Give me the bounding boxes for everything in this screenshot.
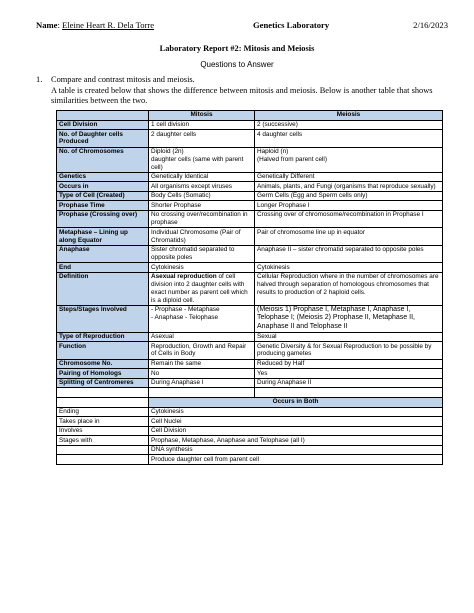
mitosis-cell: - Prophase - Metaphase - Anaphase - Telophase [149, 305, 255, 332]
meiosis-cell: 4 daughter cells [255, 130, 443, 147]
row-label: Type of Reproduction [57, 332, 149, 342]
both-row-value: Cell Division [149, 426, 443, 436]
both-row-value: Prophase, Metaphase, Anaphase and Telophase (all I) [149, 436, 443, 446]
both-row-value: Cytokinesis [149, 407, 443, 417]
both-row [57, 445, 443, 455]
table-row [57, 245, 443, 262]
mitosis-cell [149, 272, 255, 305]
spacer-row [57, 388, 443, 398]
report-date: 2/16/2023 [413, 20, 448, 30]
table-row [57, 305, 443, 332]
both-header: Occurs in Both [149, 397, 443, 407]
report-title: Laboratory Report #2: Mitosis and Meiosis [159, 44, 315, 53]
both-row-value: Produce daughter cell from parent cell [149, 455, 443, 465]
question-text: Compare and contrast mitosis and meiosis. [51, 75, 195, 84]
meiosis-cell: Germ Cells (Egg and Sperm cells only) [255, 191, 443, 201]
both-row [57, 426, 443, 436]
meiosis-cell: Yes [255, 369, 443, 379]
meiosis-cell: Genetically Different [255, 172, 443, 182]
mitosis-cell: Remain the same [149, 359, 255, 369]
student-name: Name: Eleine Heart R. Dela Torre [36, 20, 155, 30]
both-row-label: Stages with [57, 436, 149, 446]
both-row [57, 455, 443, 465]
table-row [57, 359, 443, 369]
meiosis-cell: Crossing over of chromosome/recombination in Prophase I [255, 211, 443, 228]
mitosis-cell: 1 cell division [149, 120, 255, 130]
both-row-label: Ending [57, 407, 149, 417]
table-header-row [57, 111, 443, 121]
meiosis-cell: Longer Prophase I [255, 201, 443, 211]
meiosis-cell: Cellular Reproduction where in the number of chromosomes are halved through separation of homologous chromosomes that results to production of 2 haploid cells. [255, 272, 443, 305]
both-row [57, 407, 443, 417]
table-row [57, 172, 443, 182]
both-row-value: DNA synthesis [149, 445, 443, 455]
table-row [57, 332, 443, 342]
row-label: Function [57, 342, 149, 359]
meiosis-cell: Animals, plants, and Fungi (organisms that reproduce sexually) [255, 182, 443, 192]
meiosis-cell: Genetic Diversity & for Sexual Reproduction to be possible by producing gametes [255, 342, 443, 359]
meiosis-cell: Reduced by Half [255, 359, 443, 369]
mitosis-cell: All organisms except viruses [149, 182, 255, 192]
row-label: End [57, 263, 149, 273]
mitosis-cell: Shorter Prophase [149, 201, 255, 211]
row-label: No. of Daughter cells Produced [57, 130, 149, 147]
mitosis-cell: Genetically Identical [149, 172, 255, 182]
meiosis-cell: (Meiosis 1) Prophase I, Metaphase I, Anaphase I, Telophase I; (Meiosis 2) Prophase II, Metaphase II, Anaphase II and Telophase II [255, 305, 443, 332]
row-label: Metaphase – Lining up along Equator [57, 228, 149, 245]
header-meiosis: Meiosis [255, 111, 443, 121]
meiosis-cell: During Anaphase II [255, 378, 443, 388]
row-label: Pairing of Homologs [57, 369, 149, 379]
mitosis-cell: No [149, 369, 255, 379]
both-row-label: Takes place in [57, 417, 149, 427]
mitosis-cell: During Anaphase I [149, 378, 255, 388]
table-row [57, 191, 443, 201]
table-row [57, 378, 443, 388]
row-label: Type of Cell (Created) [57, 191, 149, 201]
differences-body [57, 120, 443, 397]
mitosis-cell: Individual Chromosome (Pair of Chromatids) [149, 228, 255, 245]
report-subtitle: Questions to Answer [200, 60, 274, 69]
both-row-label: Involves [57, 426, 149, 436]
row-label: Steps/Stages Involved [57, 305, 149, 332]
similarities-body [57, 397, 443, 464]
mitosis-cell: Asexual [149, 332, 255, 342]
row-label: Occurs in [57, 182, 149, 192]
both-header-row [57, 397, 443, 407]
table-row [57, 228, 443, 245]
meiosis-cell: Haploid (n) (Halved from parent cell) [255, 147, 443, 172]
meiosis-cell: Cytokinesis [255, 263, 443, 273]
question-description: A table is created below that shows the difference between mitosis and meiosis. Below is another table that shows similarities between the two. [51, 85, 433, 105]
table-row [57, 342, 443, 359]
table-row [57, 120, 443, 130]
mitosis-bold-text: Asexual reproduction [151, 273, 217, 281]
meiosis-cell: Sexual [255, 332, 443, 342]
header-mitosis: Mitosis [149, 111, 255, 121]
table-row [57, 147, 443, 172]
table-row [57, 211, 443, 228]
mitosis-text: of cell division into 2 daughter cells with exact number as parent cell which is a diploid cell. [151, 273, 248, 304]
row-label: Prophase Time [57, 201, 149, 211]
comparison-table [56, 110, 443, 465]
row-label: Definition [57, 272, 149, 305]
table-row [57, 272, 443, 305]
both-row-label [57, 455, 149, 465]
mitosis-cell: No crossing over/recombination in prophase [149, 211, 255, 228]
table-row [57, 369, 443, 379]
row-label: Cell Division [57, 120, 149, 130]
document-header [36, 20, 448, 34]
spacer-cell [255, 388, 443, 398]
header-blank [57, 111, 149, 121]
mitosis-cell: Reproduction, Growth and Repair of Cells in Body [149, 342, 255, 359]
both-row-value: Cell Nuclei [149, 417, 443, 427]
row-label: Genetics [57, 172, 149, 182]
mitosis-cell: Sister chromatid separated to opposite poles [149, 245, 255, 262]
lab-title: Genetics Laboratory [253, 20, 330, 30]
mitosis-cell: Body Cells (Somatic) [149, 191, 255, 201]
table-row [57, 201, 443, 211]
both-row [57, 417, 443, 427]
mitosis-cell: Diploid (2n) daughter cells (same with parent cell) [149, 147, 255, 172]
question-number: 1. [36, 75, 43, 84]
row-label: Prophase (Crossing over) [57, 211, 149, 228]
spacer-cell [57, 388, 149, 398]
spacer-cell [149, 388, 255, 398]
both-row-label [57, 445, 149, 455]
row-label: No. of Chromosomes [57, 147, 149, 172]
table-row [57, 263, 443, 273]
table-row [57, 182, 443, 192]
meiosis-cell: 2 (successive) [255, 120, 443, 130]
row-label: Anaphase [57, 245, 149, 262]
both-header-blank [57, 397, 149, 407]
mitosis-cell: Cytokinesis [149, 263, 255, 273]
meiosis-cell: Pair of chromosome line up in equator [255, 228, 443, 245]
both-row [57, 436, 443, 446]
table-row [57, 130, 443, 147]
row-label: Splitting of Centromeres [57, 378, 149, 388]
mitosis-cell: 2 daughter cells [149, 130, 255, 147]
question-text-block [51, 75, 451, 107]
meiosis-cell: Anaphase II – sister chromatid separated to opposite poles [255, 245, 443, 262]
row-label: Chromosome No. [57, 359, 149, 369]
